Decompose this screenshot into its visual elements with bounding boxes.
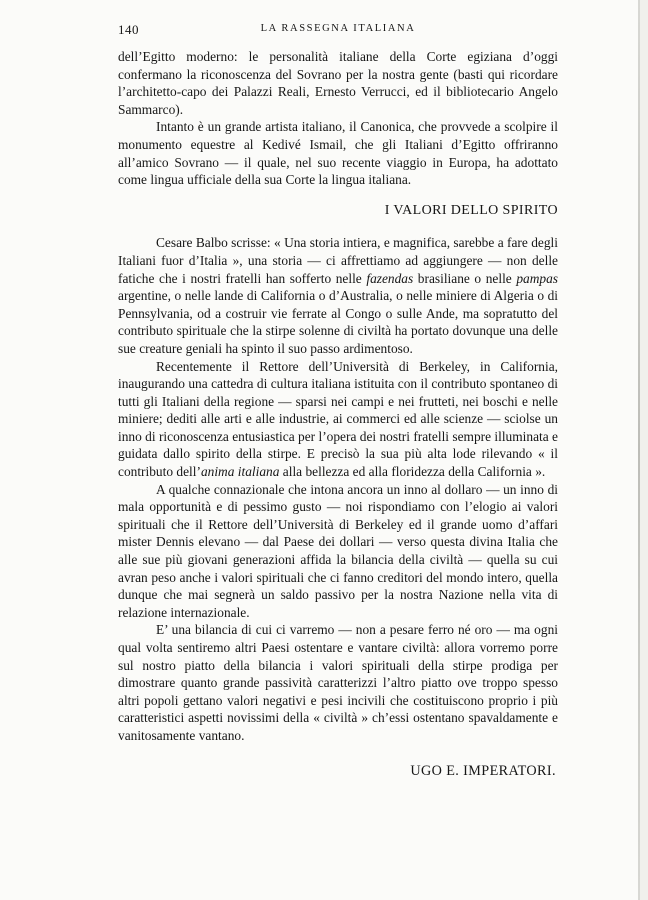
section-heading: I VALORI DELLO SPIRITO bbox=[384, 202, 558, 218]
paragraph bbox=[118, 118, 558, 188]
paragraph bbox=[118, 358, 558, 481]
intro-paragraphs bbox=[118, 48, 558, 189]
paragraph bbox=[118, 481, 558, 622]
text-run: brasiliane o nelle bbox=[413, 270, 517, 286]
paragraph bbox=[118, 234, 558, 357]
section-paragraphs bbox=[118, 234, 558, 744]
text-run: Recentemente il Rettore dell’Università di Berkeley, in California, inaugurando una cattedra di cultura italiana istituita con il contributo spontaneo di tutti gli Italiani della regione — sparsi nei campi e nei frutteti, nei boschi e nelle miniere; dediti alle arti e alle industrie, ai commerci ed alle scienze — sciolse un inno di riconoscenza entusiastica per l’opera dei nostri fratelli sempre illuminata e guidata dallo spirito della stirpe. E precisò la sua più alta lode rilevando « il contributo dell’ bbox=[118, 358, 558, 480]
page-number: 140 bbox=[118, 22, 139, 37]
text-run: dell’Egitto moderno: le personalità italiane della Corte egiziana d’oggi confermano la riconoscenza del Sovrano per la nostra gente (basti qui ricordare l’architetto-capo dei Palazzi Reali, Ernesto Verrucci, ed il bibliotecario Angelo Sammarco). bbox=[118, 49, 558, 117]
italic-text: anima italiana bbox=[200, 464, 280, 480]
paragraph bbox=[118, 621, 558, 744]
text-run: E’ una bilancia di cui ci varremo — non a pesare ferro né oro — ma ogni qual volta sentiremo altri Paesi ostentare e vantare civiltà: allora vorremo porre sul nostro piatto della bilancia i valori spirituali della stirpe prodiga per dimostrare quanto grande passività caratterizzi l’altro piatto ove troppo spesso altri popoli gettano valori negativi e pesi incivili che costituiscono proprio i più caratteristici aspetti novissimi della « civiltà » ch’essi ostentano spavaldamente e vanitosamente vantano. bbox=[118, 622, 558, 743]
italic-text: pampas bbox=[516, 270, 558, 286]
author-signature: UGO E. IMPERATORI. bbox=[410, 762, 556, 779]
text-run: A qualche connazionale che intona ancora un inno al dollaro — un inno di mala opportunità e di pessimo gusto — noi rispondiamo con l’elogio ai valori spirituali che il Rettore dell’Università di Berkeley ed il grande uomo d’affari mister Dennis elevano — dal Paese dei dollari — verso questa divina Italia che alle sue più giovani generazioni affida la bilancia della civiltà — quella su cui avran peso anche i valori spirituali che ci fanno creditori del mondo intero, quella dunque che mai segnerà un saldo passivo per la nostra Nazione nella vita di relazione internazionale. bbox=[118, 481, 558, 620]
text-run: alla bellezza ed alla floridezza della California ». bbox=[279, 464, 546, 480]
page-edge-shade bbox=[640, 0, 648, 900]
paragraph bbox=[118, 48, 558, 118]
text-run: Intanto è un grande artista italiano, il Canonica, che provvede a scolpire il monumento equestre al Kedivé Ismail, che gli Italiani d’Egitto offriranno all’amico Sovrano — il quale, nel suo recente viaggio in Europa, ha adottato come lingua ufficiale della sua Corte la lingua italiana. bbox=[118, 119, 558, 188]
italic-text: fazendas bbox=[366, 270, 414, 286]
running-title: LA RASSEGNA ITALIANA bbox=[260, 23, 416, 34]
article-body bbox=[118, 48, 558, 780]
text-run: argentine, o nelle lande di California o d’Australia, o nelle miniere di Algeria o di Pennsylvania, od a costruir vie ferrate al Congo o sulle Ande, ma sopratutto del contributo spirituale che la stirpe solenne di civiltà ha portato dovunque una delle sue creature geniali ha spinto il suo passo ardimentoso. bbox=[118, 288, 558, 356]
binding-margin-line bbox=[638, 0, 640, 900]
page-header bbox=[118, 22, 558, 38]
text-run: Cesare Balbo scrisse: « Una storia intiera, e magnifica, sarebbe a fare degli Italiani fuor d’Italia », una storia — ci affrettiamo ad aggiungere — non delle fatiche che i nostri fratelli han sofferto nelle bbox=[118, 235, 558, 286]
